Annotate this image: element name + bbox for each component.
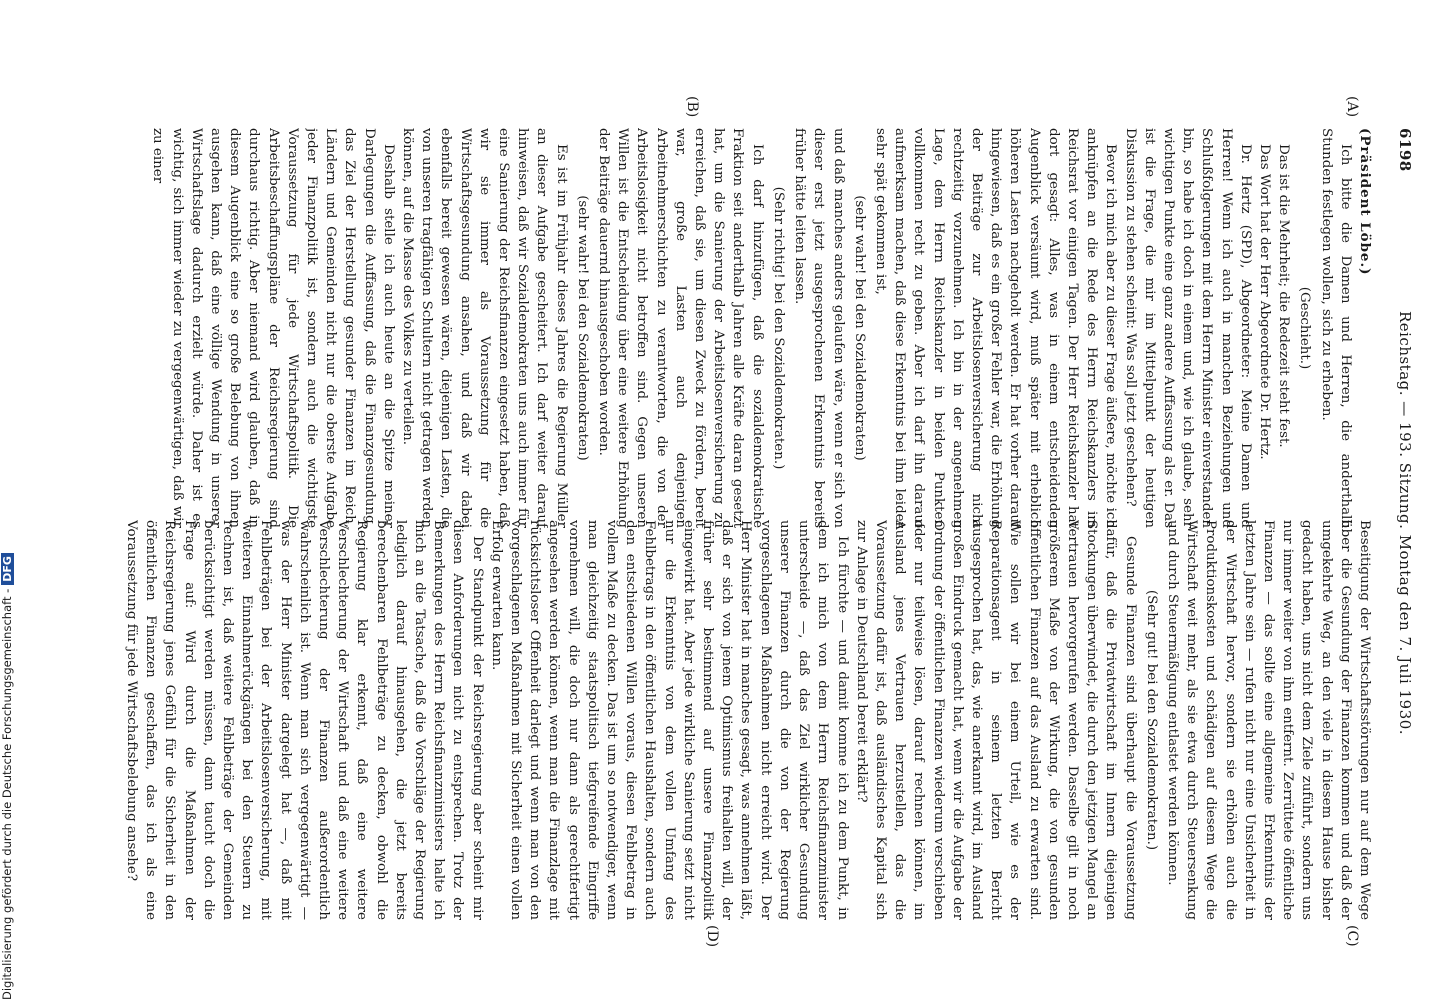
interjection: (Sehr richtig! bei den Sozialdemokraten.)	[770, 186, 786, 470]
speaker-label: (Präsident Löbe.)	[1357, 128, 1373, 276]
interjection: (sehr wahr! bei den Sozialdemokraten)	[851, 195, 867, 461]
page-number: 6198	[1396, 128, 1414, 172]
interjection: (Sehr gut! bei den Sozialdemokraten.)	[1143, 589, 1159, 851]
paragraph: Bevor ich mich aber zu dieser Frage äußere, möchte ich anknüpfen an die Rede des Herrn Reichskanzlers im Reichsrat vor einigen Tagen. Der Herr Reichskanzler hat dort gesagt: Alles, was in einem entscheidenden Augenblick versäumt wird, muß später mit erheblich höheren Lasten nachgeholt werden. Er hat vorher darauf hingewiesen, daß es ein großer Fehler war, die Erhöhung der Beiträge zur Arbeitslosenversicherung nicht rechtzeitig vorzunehmen. Ich bin in der angenehmen Lage, dem Herrn Reichskanzler in beiden Punkten vollkommen recht zu geben. Aber ich darf ihn darauf aufmerksam machen, daß diese Erkenntnis bei ihm leider sehr spät gekommen ist,	[872, 128, 1119, 528]
paragraph: Der Standpunkt der Reichsregierung aber scheint mir diesen Anforderungen nicht zu entsprechen. Trotz der Bemerkungen des Herrn Reichsfinanzministers halte ich mich an die Tatsache, daß die Vorschläge der Regierung lediglich darauf hinausgehen, die jetzt bereits berechenbaren Fehlbeträge zu decken, obwohl die Regierung klar erkennt, daß eine weitere Verschlechterung der Wirtschaft und daß eine weitere Verschlechterung der Finanzen außerordentlich wahrscheinlich ist. Wenn man sich vergegenwärtigt — was der Herr Minister dargelegt hat —, daß mit Fehlbeträgen bei der Arbeitslosenversicherung, mit weiteren Einnahmerückgängen bei den Steuern zu rechnen ist, daß weitere Fehlbeträge der Gemeinden berücksichtigt werden müssen, dann taucht doch die Frage auf: Wird durch die Maßnahmen der Reichsregierung jenes Gefühl für die Sicherheit in den öffentlichen Finanzen geschaffen, das ich als eine Voraussetzung für jede Wirtschaftsbelebung ansehe?	[124, 520, 485, 920]
margin-mark-a: (A)	[1344, 96, 1360, 118]
margin-mark-c: (C)	[1344, 925, 1360, 947]
paragraph: Ich bitte die Damen und Herren, die anderthalb Stunden festlegen wollen, sich zu erheben.	[1318, 128, 1353, 528]
margin-mark-d: (D)	[704, 925, 720, 948]
text-column-right	[54, 520, 1374, 920]
paragraph: Deshalb stelle ich auch heute an die Spitze meiner Darlegungen die Auffassung, daß die Finanzgesundung, das Ziel der Herstellung gesunder Finanzen im Reich, Ländern und Gemeinden nicht nur die oberste Aufgabe jeder Finanzpolitik ist, sondern auch die wichtigste Voraussetzung für jede Wirtschaftspolitik. Die Arbeitsbeschaffungspläne der Reichsregierung sind durchaus richtig. Aber niemand wird glauben, daß in diesem Augenblick eine so große Belebung von ihnen ausgehen kann, daß eine völlige Wendung in unserer Wirtschaftslage dadurch erzielt würde. Daher ist es wichtig, sich immer wieder zu vergegenwärtigen, daß wir zu einer	[150, 128, 396, 528]
page-header	[1390, 128, 1420, 918]
paragraph: und daß manches anders gelaufen wäre, wenn er sich von dieser erst jetzt ausgesprochenen Erkenntnis bereits früher hätte leiten lassen.	[792, 128, 846, 528]
paragraph: Dr. Hertz (SPD), Abgeordneter: Meine Damen und Herren! Wenn ich auch in manchen Beziehungen und Schlußfolgerungen mit dem Herrn Minister einverstanden bin, so habe ich doch in einem und, wie ich glaube, sehr wichtigen Punkte eine ganz andere Auffassung als er. Das ist die Frage, die mir im Mittelpunkt der heutigen Diskussion zu stehen scheint: Was soll jetzt geschehen?	[1122, 128, 1253, 528]
header-title: Reichstag. — 193. Sitzung. Montag den 7. Juli 1930.	[1396, 310, 1414, 736]
digitization-footer	[0, 553, 14, 1000]
paragraph: Das ist die Mehrheit; die Redezeit steht fest.	[1276, 144, 1292, 448]
footer-text: Digitalisierung gefördert durch die Deutsche Forschungsgemeinschaft -	[0, 588, 14, 1000]
dfg-logo: DFG	[1, 553, 14, 585]
interjection: (sehr wahr! bei den Sozialdemokraten)	[574, 195, 590, 461]
paragraph: Ich darf hinzufügen, daß die sozialdemokratische Fraktion seit anderthalb Jahren alle Kräfte daran gesetzt hat, um die Sanierung der Arbeitslosenversicherung zu erreichen, daß sie, um diesen Zweck zu fördern, bereit war, große Lasten auch denjenigen Arbeitnehmerschichten zu verantworten, die von der Arbeitslosigkeit nicht betroffen sind. Gegen unseren Willen ist die Entscheidung über eine weitere Erhöhung der Beiträge dauernd hinausgeschoben worden.	[596, 128, 765, 528]
paragraph: Das Wort hat der Herr Abgeordnete Dr. Hertz.	[1256, 144, 1272, 460]
paragraph: Gesunde Finanzen sind überhaupt die Voraussetzung dafür, daß die Privatwirtschaft im Innern diejenigen Stockungen überwindet, die durch den jetzigen Mangel an Vertrauen hervorgerufen werden. Dasselbe gilt in noch größerem Maße von der Wirkung, die von gesunden öffentlichen Finanzen auf das Ausland zu erwarten sind. Wie sollen wir bei einem Urteil, wie es der Reparationsagent in seinem letzten Bericht ausgesprochen hat, das, wie anerkannt wird, im Ausland großen Eindruck gemacht hat, wenn wir die Aufgabe der Ordnung der öffentlichen Finanzen wiederum verschieben oder nur teilweise lösen, darauf rechnen können, im Ausland jenes Vertrauen herzustellen, das die Voraussetzung dafür ist, daß ausländisches Kapital sich zur Anlage in Deutschland bereit erklärt?	[853, 520, 1138, 920]
paragraph: Beseitigung der Wirtschaftsstörungen nur auf dem Wege über die Gesundung der Finanzen kommen und daß der umgekehrte Weg, an den viele in diesem Hause bisher gedacht haben, uns nicht dem Ziele zuführt, sondern uns nur immer weiter von ihm entfernt. Zerrüttete öffentliche Finanzen — das sollte eine allgemeine Erkenntnis der letzten Jahre sein — rufen nicht nur eine Unsicherheit in der Wirtschaft hervor, sondern sie erhöhen auch die Produktionskosten und schädigen auf diesem Wege die Wirtschaft weit mehr, als sie etwa durch Steuersenkung und durch Steuermäßigung entlastet werden können.	[1164, 520, 1372, 920]
paragraph: Es ist im Frühjahr dieses Jahres die Regierung Müller an dieser Aufgabe gescheitert. Ich darf weiter darauf hinweisen, daß wir Sozialdemokraten uns auch immer für eine Sanierung der Reichsfinanzen eingesetzt haben, daß wir sie immer als Voraussetzung für die Wirtschaftsgesundung ansahen, und daß wir dabei ebenfalls bereit gewesen wären, diejenigen Lasten, die von unseren tragfähigen Schultern nicht getragen werden können, auf die Masse des Volkes zu verteilen.	[400, 128, 569, 528]
interjection: (Geschieht.)	[1297, 286, 1313, 370]
paragraph: Ich fürchte — und damit komme ich zu dem Punkt, in dem ich mich von dem Herrn Reichsfinanzminister unterscheide —, daß das Ziel wirklicher Gesundung unserer Finanzen durch die von der Regierung vorgeschlagenen Maßnahmen nicht erreicht wird. Der Herr Minister hat in manches gesagt, was annehmen läßt, daß er sich von jenem Optimismus freihalten will, der früher sehr bestimmend auf unsere Finanzpolitik eingewirkt hat. Aber jede wirkliche Sanierung setzt nicht nur die Erkenntnis von dem vollen Umfang des Fehlbetrags in den öffentlichen Haushalten, sondern auch den entschiedenen Willen voraus, diesen Fehlbetrag in vollem Maße zu decken. Das ist um so notwendiger, wenn man gleichzeitig staatspolitisch tiefgreifende Eingriffe vornehmen will, die doch nur dann als gerechtfertigt angesehen werden können, wenn man die Finanzlage mit rücksichtsloser Offenheit darlegt und wenn man von den vorgeschlagenen Maßnahmen mit Sicherheit einen vollen Erfolg erwarten kann.	[488, 520, 850, 920]
text-column-left	[54, 128, 1374, 528]
margin-mark-b: (B)	[684, 96, 700, 118]
